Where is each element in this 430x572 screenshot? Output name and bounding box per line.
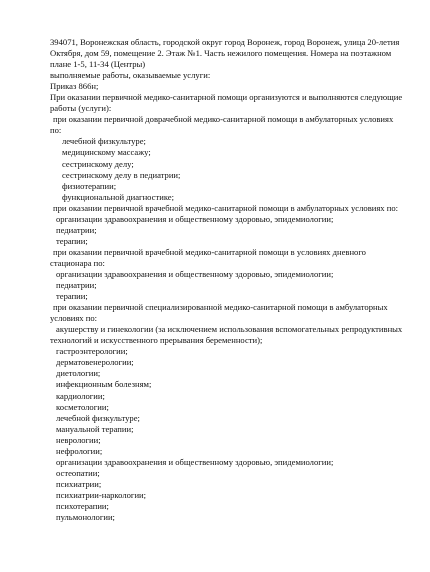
text-line: организации здравоохранения и общественному здоровью, эпидемиологии; <box>56 456 334 467</box>
text-line: технологий и искусственного прерывания беременности); <box>50 335 263 346</box>
text-line: пульмонологии; <box>56 512 115 523</box>
text-line: условиях по: <box>50 313 98 324</box>
text-line: диетологии; <box>56 368 101 379</box>
document-body <box>50 37 405 523</box>
text-line: Приказ 866н; <box>50 81 99 92</box>
text-line: психиатрии; <box>56 478 102 489</box>
text-line: стационара по: <box>50 257 105 268</box>
text-line: психиатрии-наркологии; <box>56 489 147 500</box>
text-line: функциональной диагностике; <box>62 191 175 202</box>
text-line: нефрологии; <box>56 445 103 456</box>
text-line: при оказании первичной врачебной медико-санитарной помощи в условиях дневного <box>53 246 366 257</box>
text-line: организации здравоохранения и общественному здоровью, эпидемиологии; <box>56 268 334 279</box>
text-line: сестринскому делу в педиатрии; <box>62 169 181 180</box>
text-line: мануальной терапии; <box>56 423 134 434</box>
text-line: 394071, Воронежская область, городской округ город Воронеж, город Воронеж, улица 20-летия <box>50 37 400 47</box>
text-line: медицинскому массажу; <box>62 147 151 158</box>
text-line: по: <box>50 125 62 136</box>
text-line: плане 1-5, 11-34 (Центры) <box>50 59 146 70</box>
text-line: организации здравоохранения и общественному здоровью, эпидемиологии; <box>56 213 334 224</box>
text-line: акушерству и гинекологии (за исключением использования вспомогательных репродуктивных <box>56 324 403 335</box>
text-line: педиатрии; <box>56 224 97 235</box>
text-line: Октября, дом 59, помещение 2. Этаж №1. Часть нежилого помещения. Номера на поэтажном <box>50 48 392 59</box>
text-line: терапии; <box>56 235 88 246</box>
text-line: гастроэнтерологии; <box>56 346 128 357</box>
text-line: при оказании первичной доврачебной медико-санитарной помощи в амбулаторных условиях <box>53 114 394 125</box>
text-line: лечебной физкультуре; <box>56 412 140 423</box>
text-line: при оказании первичной специализированной медико-санитарной помощи в амбулаторных <box>53 302 388 313</box>
text-line: При оказании первичной медико-санитарной помощи организуются и выполняются следующие <box>50 92 403 103</box>
text-line: лечебной физкультуре; <box>62 136 146 147</box>
text-line: выполняемые работы, оказываемые услуги: <box>50 70 211 81</box>
text-line: дерматовенерологии; <box>56 357 134 368</box>
text-line: при оказании первичной врачебной медико-санитарной помощи в амбулаторных условиях по: <box>53 202 399 213</box>
text-line: работы (услуги): <box>50 103 112 114</box>
text-line: физиотерапии; <box>62 180 117 191</box>
text-line: неврологии; <box>56 434 101 445</box>
text-line: кардиологии; <box>56 390 105 401</box>
text-line: терапии; <box>56 291 88 302</box>
text-line: косметологии; <box>56 401 109 412</box>
text-line: психотерапии; <box>56 500 109 511</box>
text-line: сестринскому делу; <box>62 158 134 169</box>
text-line: остеопатии; <box>56 467 100 478</box>
text-line: педиатрии; <box>56 280 97 291</box>
text-line: инфекционным болезням; <box>56 379 152 390</box>
